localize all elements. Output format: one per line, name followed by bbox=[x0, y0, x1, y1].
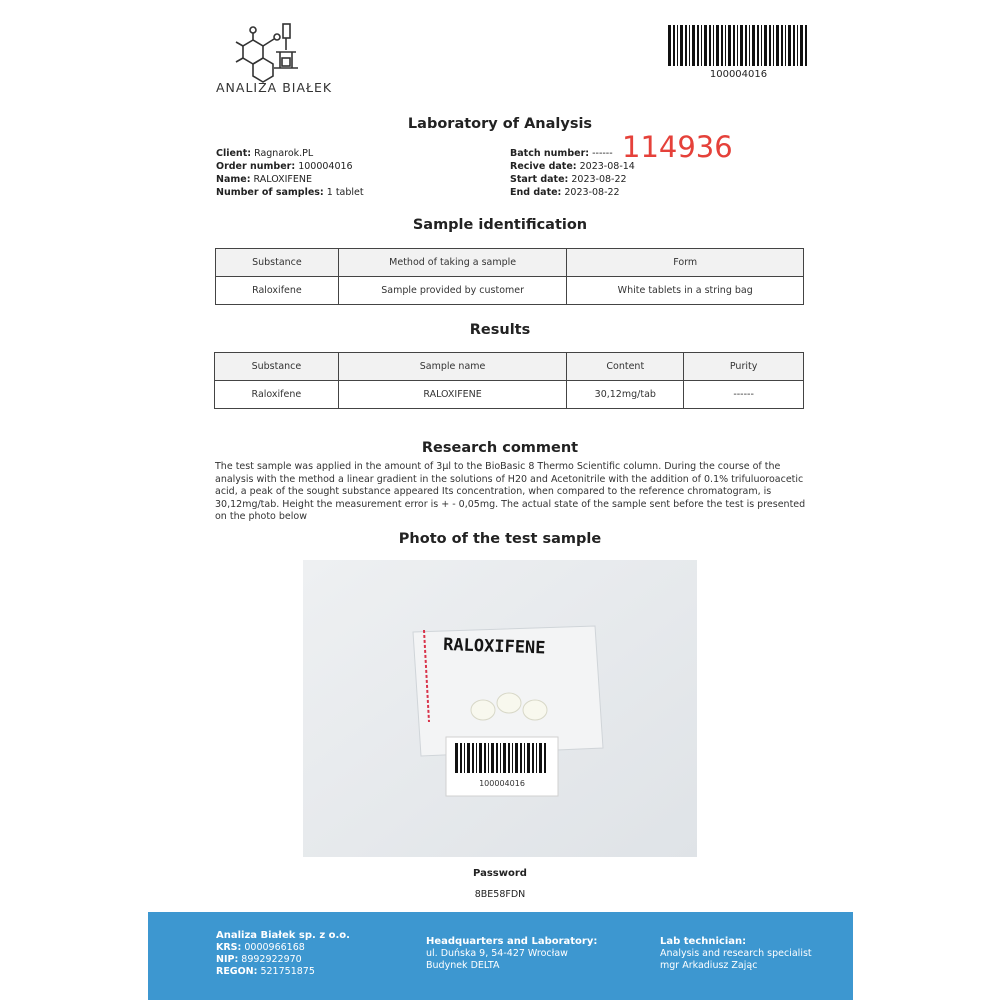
table-cell: White tablets in a string bag bbox=[567, 277, 804, 305]
barcode bbox=[668, 25, 809, 66]
sample-photo-illustration bbox=[303, 560, 697, 857]
footer bbox=[148, 912, 853, 1000]
sample-identification-title: Sample identification bbox=[412, 217, 588, 233]
table-row bbox=[216, 277, 804, 305]
date-info bbox=[510, 147, 635, 199]
table-cell: Raloxifene bbox=[216, 277, 339, 305]
footer-headquarters bbox=[426, 936, 597, 972]
info-start-date: Start date: 2023-08-22 bbox=[510, 174, 627, 185]
table-cell: RALOXIFENE bbox=[338, 381, 567, 409]
password-value: 8BE58FDN bbox=[474, 889, 526, 900]
research-comment-title: Research comment bbox=[421, 440, 579, 456]
headquarters-title: Headquarters and Laboratory: bbox=[426, 936, 598, 947]
info-name: Name: RALOXIFENE bbox=[216, 174, 312, 185]
results-title: Results bbox=[469, 322, 531, 338]
bag-label: RALOXIFENE bbox=[442, 634, 546, 659]
photo-barcode bbox=[455, 743, 546, 773]
company-nip: NIP: 8992922970 bbox=[216, 954, 302, 965]
table-cell: ------ bbox=[684, 381, 804, 409]
table-header-cell: Substance bbox=[215, 353, 339, 381]
logo-text: ANALIZA BIAŁEK bbox=[216, 80, 333, 95]
info-receive-date: Recive date: 2023-08-14 bbox=[510, 161, 635, 172]
table-header-row bbox=[216, 249, 804, 277]
technician-title: Lab technician: bbox=[660, 936, 747, 947]
table-header-cell: Purity bbox=[684, 353, 804, 381]
info-client: Client: Ragnarok.PL bbox=[216, 148, 314, 159]
technician-role: Analysis and research specialist bbox=[660, 948, 812, 959]
table-cell: 30,12mg/tab bbox=[567, 381, 684, 409]
table-header-cell: Sample name bbox=[338, 353, 567, 381]
info-order-number: Order number: 100004016 bbox=[216, 161, 353, 172]
table-cell: Sample provided by customer bbox=[338, 277, 567, 305]
table-cell: Raloxifene bbox=[215, 381, 339, 409]
photo-title: Photo of the test sample bbox=[398, 531, 602, 547]
table-header-cell: Method of taking a sample bbox=[338, 249, 567, 277]
company-regon: REGON: 521751875 bbox=[216, 966, 315, 977]
table-header-row bbox=[215, 353, 804, 381]
footer-lab-technician bbox=[660, 936, 812, 972]
headquarters-building: Budynek DELTA bbox=[426, 960, 500, 971]
sample-identification-table bbox=[215, 248, 804, 305]
photo-barcode-number: 100004016 bbox=[479, 779, 525, 788]
table-row bbox=[215, 381, 804, 409]
table-header-cell: Form bbox=[567, 249, 804, 277]
results-table bbox=[214, 352, 804, 409]
table-header-cell: Content bbox=[567, 353, 684, 381]
stamp-number: 114936 bbox=[622, 130, 733, 164]
info-batch-number: Batch number: ------ bbox=[510, 148, 613, 159]
info-end-date: End date: 2023-08-22 bbox=[510, 187, 620, 198]
password-label: Password bbox=[473, 868, 527, 879]
company-name: Analiza Białek sp. z o.o. bbox=[216, 930, 350, 941]
company-krs: KRS: 0000966168 bbox=[216, 942, 305, 953]
footer-company bbox=[216, 930, 350, 978]
research-comment-text: The test sample was applied in the amount of 3µl to the BioBasic 8 Thermo Scientific column. During the course of the analysis with the method a linear gradient in the solutions of H20 and Acetonitrile with the addition of 0.1% trifuluoroacetic acid, a peak of the sought substance appeared Its concentration, when compared to the reference chromatogram, is 30,12mg/tab. Height the measurement error is + - 0,05mg. The actual state of the sample sent before the test is presented on the photo below bbox=[215, 461, 806, 523]
document-title: Laboratory of Analysis bbox=[407, 116, 593, 132]
order-info bbox=[216, 147, 364, 199]
headquarters-address: ul. Duńska 9, 54-427 Wrocław bbox=[426, 948, 568, 959]
table-header-cell: Substance bbox=[216, 249, 339, 277]
barcode-number: 100004016 bbox=[709, 69, 768, 80]
sample-photo bbox=[303, 560, 697, 857]
info-samples: Number of samples: 1 tablet bbox=[216, 187, 364, 198]
technician-name: mgr Arkadiusz Zając bbox=[660, 960, 758, 971]
